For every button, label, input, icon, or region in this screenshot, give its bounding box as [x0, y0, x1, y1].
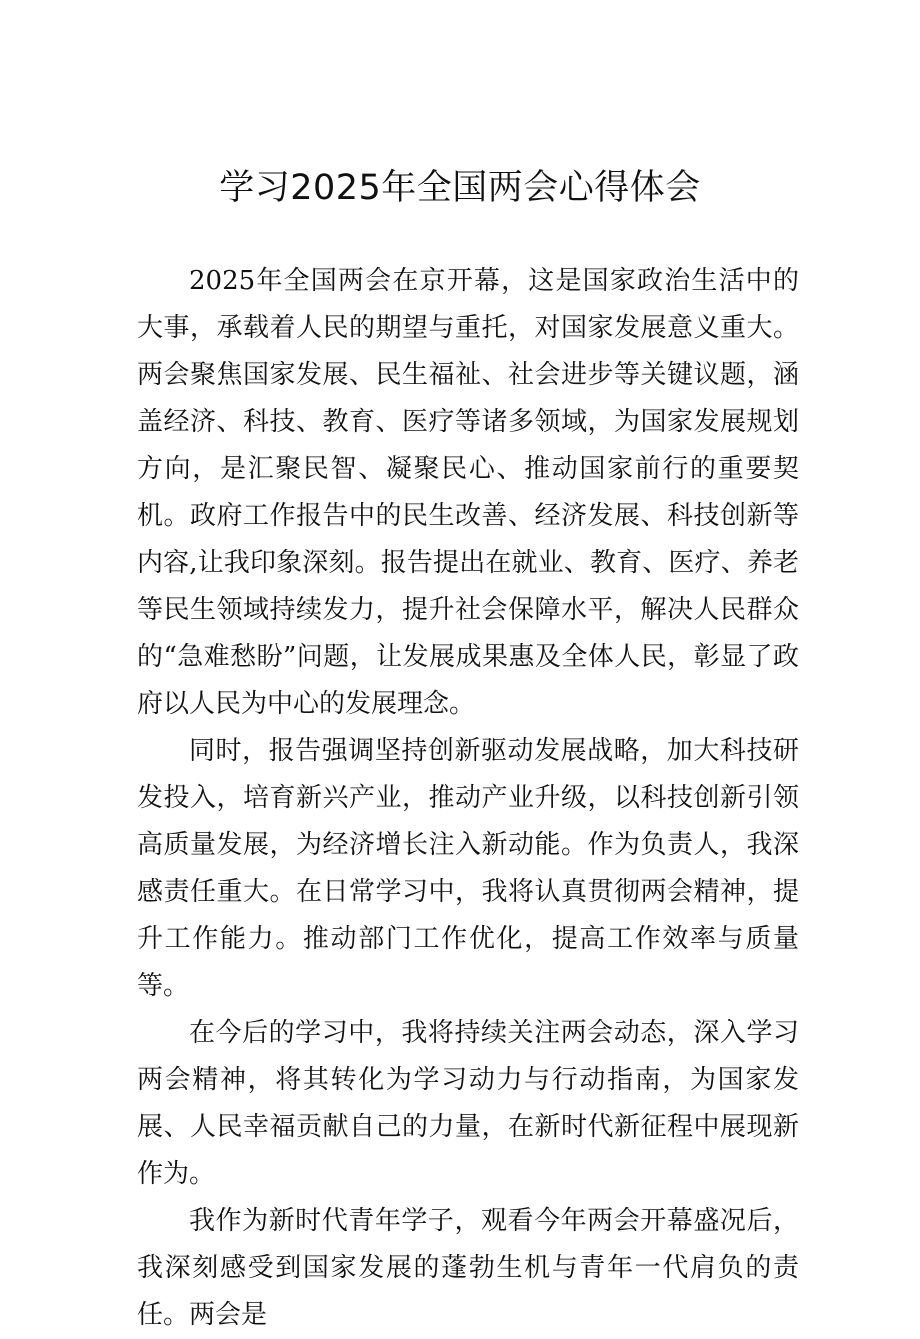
paragraph-3: 在今后的学习中，我将持续关注两会动态，深入学习两会精神，将其转化为学习动力与行动指南，为国家发展、人民幸福贡献自己的力量，在新时代新征程中展现新作为。: [137, 1018, 799, 1189]
paragraph-4: 我作为新时代青年学子，观看今年两会开幕盛况后，我深刻感受到国家发展的蓬勃生机与青年一代肩负的责任。两会是: [137, 1206, 799, 1330]
paragraph-2: 同时，报告强调坚持创新驱动发展战略，加大科技研发投入，培育新兴产业，推动产业升级，以科技创新引领高质量发展，为经济增长注入新动能。作为负责人，我深感责任重大。在日常学习中，我将认真贯彻两会精神，提升工作能力。推动部门工作优化，提高工作效率与质量等。: [137, 736, 799, 1001]
document-title: 学习2025年全国两会心得体会: [219, 168, 701, 208]
paragraph-1: 2025年全国两会在京开幕，这是国家政治生活中的大事，承载着人民的期望与重托，对国家发展意义重大。两会聚焦国家发展、民生福祉、社会进步等关键议题，涵盖经济、科技、教育、医疗等诸多领域，为国家发展规划方向，是汇聚民智、凝聚民心、推动国家前行的重要契机。政府工作报告中的民生改善、经济发展、科技创新等内容,让我印象深刻。报告提出在就业、教育、医疗、养老等民生领域持续发力，提升社会保障水平，解决人民群众的“急难愁盼”问题，让发展成果惠及全体人民，彰显了政府以人民为中心的发展理念。: [137, 266, 799, 719]
document-body: [137, 258, 799, 1339]
